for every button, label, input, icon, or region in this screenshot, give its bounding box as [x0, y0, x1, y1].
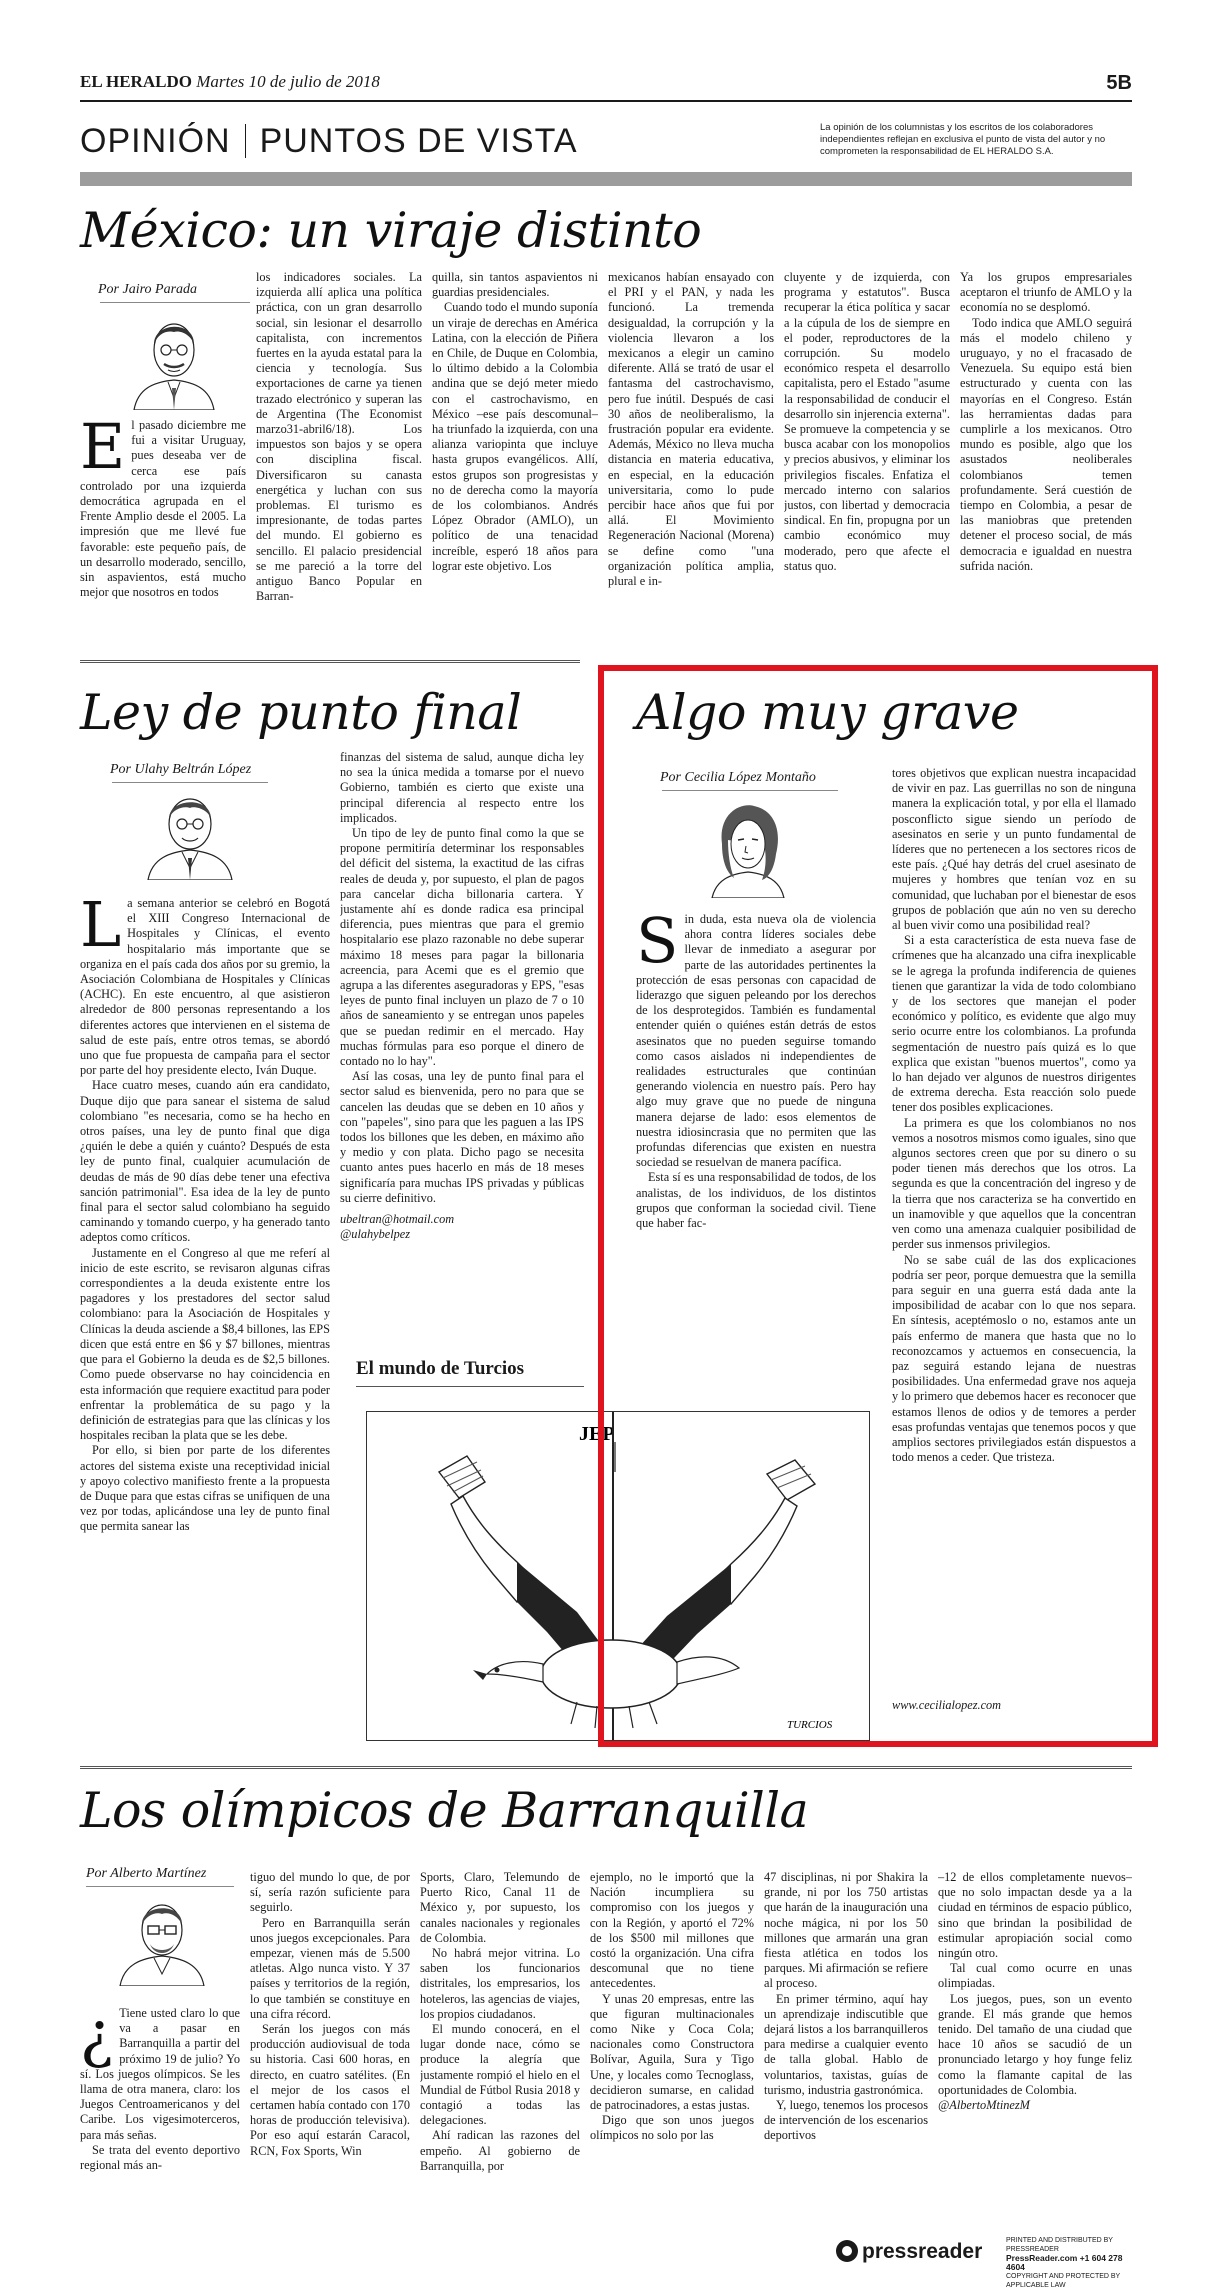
olimpicos-text-5b: En primer término, aquí hay un aprendizaje indiscutible que dejará listos a los barranquilleros para medirse a cualquier evento de talla global. Hablo de voluntarios, taxistas, guías de turismo, industria gastronómica. — [764, 1991, 928, 2097]
headline-algo-muy-grave: Algo muy grave — [636, 684, 1019, 741]
ley-column-2 — [340, 750, 584, 1338]
dropcap-mexico: E — [80, 418, 126, 483]
mexico-column-6 — [960, 270, 1132, 638]
olimpicos-text-5a: 47 disciplinas, ni por Shakira la grande, ni por los 750 artistas que harán de la inauguración una noche mágica, ni por los 50 millones que armarán una gran fiesta atlética en todos los parques. Mi afirmación se refiere al proceso. — [764, 1870, 928, 1991]
pressreader-footer[interactable] — [836, 2236, 1132, 2289]
olimpicos-text-1b: Se trata del evento deportivo regional más an- — [80, 2142, 240, 2173]
olimpicos-text-5c: Y, luego, tenemos los procesos de intervención de los escenarios deportivos — [764, 2098, 928, 2143]
header-rule — [80, 100, 1132, 102]
byline-rule — [112, 782, 268, 783]
headline-mexico: México: un viraje distinto — [80, 202, 702, 259]
author-portrait-alberto-martinez — [112, 1890, 212, 1986]
olimpicos-text-6a: –12 de ellos completamente nuevos– que no solo impactan desde ya a la ciudad en términos de espacio público, sino que brindan la posibilidad de estimular apropiación social como ningún otro. — [938, 1870, 1132, 1961]
pressreader-wordmark: pressreader — [862, 2240, 983, 2263]
byline-olimpicos: Por Alberto Martínez — [86, 1866, 207, 1881]
olimpicos-text-3b: No habrá mejor vitrina. Lo saben los funcionarios distritales, los empresarios, los hoteleros, las agencias de viajes, los propios ciudadanos. — [420, 1946, 580, 2021]
mexico-text-3b: Cuando todo el mundo suponía un viraje de derechas en América Latina, con la elección de Piñera en Chile, de Duque en Colombia, lo último debido a la Colombia andina que se dejó meter miedo con el castrochavismo, en México –ese país descomunal– ha triunfado la izquierda, con una alianza variopinta que incluye hasta grupos evangélicos. Allí, estos grupos son progresistas y no de derecha como la mayoría de los colombianos. Andrés López Obrador (AMLO), un político de una tenacidad increíble, esperó 18 años para lograr este objetivo. Los — [432, 300, 598, 573]
olimpicos-column-5 — [764, 1870, 928, 2246]
mexico-column-2 — [256, 270, 422, 638]
page-header — [80, 72, 1132, 94]
ley-text-2a: finanzas del sistema de salud, aunque dicha ley no sea la única medida a tomarse por el nuevo Gobierno, también es cierto que existe una principal diferencia al respecto entre los implicados. — [340, 750, 584, 825]
mexico-text-6a: Ya los grupos empresariales aceptaron el triunfo de AMLO y la economía no se desplomó. — [960, 270, 1132, 315]
section-band — [80, 172, 1132, 186]
section-divider-mexico-left — [80, 660, 580, 663]
author-portrait-ulahy-beltran — [140, 786, 240, 880]
mexico-text-4: mexicanos habían ensayado con el PRI y el PAN, y nada les funcionó. La tremenda desigualdad, la corrupción y la violencia llevaron a los mexicanos a elegir un camino diferente. Allá se trató de usar el fantasma del castrochavismo, pero fue inútil. Después de casi 30 años de neoliberalismo, la frustración popular era evidente. Además, México no lleva mucha distancia en materia educativa, en especial, en la educación universitaria, como lo pude percibir hace años que fui por allá. El Movimiento Regeneración Nacional (Morena) se define como "una organización política amplia, plural e in- — [608, 270, 774, 589]
section-divider — [245, 124, 246, 158]
mexico-column-3 — [432, 270, 598, 638]
grave-text-2b: Si a esta característica de esta nueva fase de crímenes que ha alcanzado una cifra inexplicable se le agrega la profunda indiferencia de quienes tienen que garantizar la vida de todo colombiano y de los sectores que manejan el poder económico y político, es evidente que algo muy serio ocurre entre los colombianos. La profunda segmentación de nuestro país quizá es lo que explica que existan "buenos muertos", como ya lo han dejado ver algunos de nuestros dirigentes de extrema derecha. Esta reacción solo puede tener dos posibles explicaciones. — [892, 933, 1136, 1115]
ley-text-1d: Por ello, si bien por parte de los diferentes actores del sistema existe una receptividad inicial y apoyo colectivo manifiesto frente a la propuesta de Duque para que estas cifras se unifiquen de una vez por todas, aplicándose una ley de punto final que permita sanear las — [80, 1443, 330, 1534]
page-number: 5B — [1106, 72, 1132, 94]
author-email-ley[interactable]: ubeltran@hotmail.com — [340, 1212, 455, 1227]
issue-date: Martes 10 de julio de 2018 — [196, 72, 380, 91]
cartoon-title: El mundo de Turcios — [356, 1358, 525, 1379]
olimpicos-text-4a: ejemplo, no le importó que la Nación incumpliera su compromiso con los juegos y con la Región, y aportó el 72% de los $500 mil millones que costó la organización. Una cifra descomunal que no tiene antecedentes. — [590, 1870, 754, 1991]
pressreader-line-2: PressReader.com +1 604 278 4604 — [1006, 2253, 1123, 2272]
olimpicos-text-6b: Tal cual como ocurre en unas olimpiadas. — [938, 1961, 1132, 1991]
mexico-text-2: los indicadores sociales. La izquierda allí aplica una política práctica, con un gran desarrollo social, sin lesionar el desarrollo capitalista, con incrementos fuertes en la ayuda estatal para la ciencia y tecnología. Sus exportaciones de carne ya tienen trazado electrónico y superan las de Argentina (The Economist marzo31-abril6/18). Los impuestos son bajos y se opera con disciplina fiscal. Diversificaron su canasta energética y luchan con sus problemas. El turismo es impresionante, de todas partes del mundo. El gobierno es sencillo. El palacio presidencial se me pareció a la torre del antiguo Banco Popular en Barran- — [256, 270, 422, 604]
byline-rule — [662, 790, 838, 791]
section-title — [80, 122, 578, 161]
grave-signature — [892, 1698, 1132, 1716]
olimpicos-column-1 — [80, 2006, 240, 2246]
olimpicos-text-4c: Digo que son unos juegos olímpicos no solo por las — [590, 2113, 754, 2143]
olimpicos-text-6c: Los juegos, pues, son un evento grande. El más grande que hemos tenido. Del tamaño de una ciudad que hace 10 años se sacudió de un pronunciado letargo y hoy funge feliz como la flamante capital de las oportunidades de Colombia. — [938, 1991, 1132, 2097]
dropcap-ley: L — [80, 896, 122, 961]
byline-rule — [100, 302, 250, 303]
ley-text-2c: Así las cosas, una ley de punto final para el sector salud es bienvenida, pero no para que se cancelen las deudas que se deben en 10 años y con "papeles", sino para que les paguen a las IPS todos los billones que les deben, en máximo año y medio y con plata. Dicho pago se necesita cuanto antes pues hacerlo en más de 18 meses significaría para muchas IPS privadas y públicas su cierre definitivo. — [340, 1069, 584, 1205]
ley-text-1b: Hace cuatro meses, cuando aún era candidato, Duque dijo que para sanear el sistema de salud colombiano "es necesaria, como se ha hecho en otros países, una ley de punto final que diga ¿quién le debe a quién y cuánto? Después de esta ley de punto final, cualquier acumulación de deudas de más de 90 días debe tener una efectiva sanción patrimonial". Esa idea de la ley de punto final para el sector salud colombiano ha seguido caminando y tomando cuerpo, y ha generado tanto adeptos como críticos. — [80, 1078, 330, 1245]
mexico-text-3a: quilla, sin tantos aspavientos ni guardias presidenciales. — [432, 270, 598, 300]
editorial-disclaimer: La opinión de los columnistas y los escritos de los colaboradores independientes reflejan en exclusiva el punto de vista del autor y no comprometen la responsabilidad de EL HERALDO S.A. — [820, 122, 1106, 157]
pressreader-line-3: COPYRIGHT AND PROTECTED BY APPLICABLE LAW — [1006, 2273, 1121, 2289]
olimpicos-text-1a: Tiene usted claro lo que va a pasar en Barranquilla a partir del próximo 19 de julio? Yo sí. Los juegos olímpicos. Se les llama de otra manera, claro: los Juegos Centroamericanos y del Caribe. Los vigesimoterceros, para más señas. — [80, 2006, 240, 2142]
olimpicos-column-6 — [938, 1870, 1132, 2230]
pressreader-logo-icon — [836, 2240, 858, 2262]
cartoon-signature: TURCIOS — [787, 1719, 833, 1731]
author-portrait-cecilia-lopez — [698, 794, 798, 898]
cartoon-jep-tag: JEP — [579, 1423, 615, 1445]
ley-text-1c: Justamente en el Congreso al que me referí al inicio de este escrito, se revisaron algunas cifras correspondientes a la deuda existente entre los pagadores y los prestadores del sector salud colombiano: para la Asociación de Hospitales y Clínicas la deuda asciende a $8,4 billones, las EPS dicen que está entre en $6 y $7 billones, mientras que para el Gobierno la deuda es de $2,5 billones. Como puede observarse no hay coincidencia en esta información que requiere exactitud para poder enfrentar la problemática de su pago y la definición de estrategias para que las clínicas y los hospitales reciban la plata que se les debe. — [80, 1245, 330, 1443]
author-website-grave[interactable]: www.cecilialopez.com — [892, 1698, 1002, 1712]
cartoon-rule — [356, 1386, 584, 1387]
olimpicos-text-2c: Serán los juegos con más producción audiovisual de toda su historia. Casi 600 horas, en directo, en cuatro satélites. (En el mejor de los casos el certamen había contado con 170 horas de producción televisiva). Por eso aquí estarán Caracol, RCN, Fox Sports, Win — [250, 2022, 410, 2158]
ley-column-1 — [80, 896, 330, 1746]
byline-mexico: Por Jairo Parada — [98, 282, 198, 297]
ley-text-2b: Un tipo de ley de punto final como la que se propone permitiría determinar los responsables del déficit del sistema, la exactitud de las cifras reales de deuda y, por supuesto, el plan de pagos para cancelar dicha billonaria cartera. Y justamente ahí es donde radica esa principal diferencia, pues mientras que para el gremio hospitalario ese plazo razonable no debe superar máximo 18 meses para pagar la billonaria acreencia, para Acemi que es el gremio que agrupa a las diferentes aseguradoras y EPS, "esas leyes de punto final incluyen un plazo de 7 o 10 años de saneamiento y se entregan unos papeles que se puedan redimir en el mercado. Hay muchas fórmulas para eso porque el dinero de contado no lo hay". — [340, 826, 584, 1069]
headline-ley-punto-final: Ley de punto final — [80, 684, 522, 741]
grave-text-2d: No se sabe cuál de las dos explicaciones podría ser peor, porque demuestra que la semilla para seguir en una guerra está dada ante la imposibilidad de acabar con lo que nos separa. En síntesis, aceptémoslo o no, estamos ante un país enfermo de manera que hasta que no lo reconozcamos y actuemos en consecuencia, la paz seguirá estando lejana de nuestras posibilidades. Una enfermedad grave nos aqueja y lo primero que debemos hacer es reconocer que estamos llenos de odios y de temores a perder esas profundas ventajas que tenemos pocos y que amplios sectores privilegiados están dispuestos a todo menos a ceder. Que tristeza. — [892, 1252, 1136, 1465]
mexico-column-5 — [784, 270, 950, 638]
grave-column-1 — [636, 912, 876, 1632]
pressreader-line-1: PRINTED AND DISTRIBUTED BY PRESSREADER — [1006, 2237, 1113, 2253]
grave-text-1b: Esta sí es una responsabilidad de todos, de los analistas, de los individuos, de los distintos grupos que conforman la sociedad civil. Tiene que haber fac- — [636, 1170, 876, 1231]
section-opinion: OPINIÓN — [80, 122, 231, 160]
mexico-text-1: l pasado diciembre me fui a visitar Uruguay, pues deseaba ver de cerca ese país controlado por una izquierda democrática agrupada en el Frente Amplio desde el 2005. La impresión que me llevé fue favorable: este pequeño país, de un desarrollo moderado, sencillo, sin aspavientos, está mucho mejor que nosotros en todos — [80, 418, 246, 600]
olimpicos-text-3c: El mundo conocerá, en el lugar donde nace, cómo se produce la alegría que justamente rompió el hielo en el Mundial de Fútbol Rusia 2018 y contagió a todas las delegaciones. — [420, 2022, 580, 2128]
section-divider-olimpicos — [80, 1766, 1132, 1769]
pressreader-logo[interactable] — [836, 2240, 982, 2264]
olimpicos-column-4 — [590, 1870, 754, 2246]
grave-text-2c: La primera es que los colombianos no nos vemos a nosotros mismos como iguales, sino que algunos sectores creen que por su dinero o su poder tienen más derechos que los otros. La segunda es que la concentración del ingreso y de la tierra que nos caracteriza se ha convertido en un inamovible y que aquellos que la concentran ven como una amenaza cualquier posibilidad de perder sus inmensos privilegios. — [892, 1115, 1136, 1252]
olimpicos-text-3d: Ahí radican las razones del empeño. Al gobierno de Barranquilla, por — [420, 2128, 580, 2173]
byline-grave: Por Cecilia López Montaño — [660, 770, 816, 785]
olimpicos-column-3 — [420, 1870, 580, 2246]
mexico-column-1 — [80, 418, 246, 638]
grave-column-2 — [892, 766, 1136, 1690]
headline-olimpicos: Los olímpicos de Barranquilla — [80, 1782, 809, 1839]
mexico-column-4 — [608, 270, 774, 638]
grave-text-2a: tores objetivos que explican nuestra incapacidad de vivir en paz. Las guerrillas no son de ninguna manera la explicación total, y por ella el llamado posconflicto sigue siendo un período de asesinatos en serie y un punto fundamental de líderes que no pertenecen a los sectores ricos de este país. ¿Qué hay detrás del cruel asesinato de mujeres y hombres que tenían voz en su comunidad, que luchaban por el bienestar de esos grupos de población que aún no ven su derecho al buen vivir como una posibilidad real? — [892, 766, 1136, 933]
olimpicos-column-2 — [250, 1870, 410, 2246]
author-handle-ley[interactable]: @ulahybelpez — [340, 1227, 411, 1242]
byline-rule — [86, 1886, 234, 1887]
mexico-text-5: cluyente y de izquierda, con programa y estatutos". Busca recuperar la ética política y sacar a la cúpula de los de siempre en el poder, reproductores de la corrupción. Su modelo económico respeta el desarrollo capitalista, pero el Estado "asume la responsabilidad de conducir el desarrollo sin injerencia externa". Se promueve la competencia y se busca acabar con los monopolios y precios abusivos, y eliminar los privilegios fiscales. Enfatiza el mercado interno con salarios justos, con libertad y democracia sindical. En fin, propugna por un cambio económico muy moderado, pero que afecte el status quo. — [784, 270, 950, 573]
dropcap-olimpicos: ¿ — [80, 2006, 114, 2071]
newspaper-name: EL HERALDO — [80, 72, 192, 91]
olimpicos-text-2a: tiguo del mundo lo que, de por sí, sería razón suficiente para seguirlo. — [250, 1870, 410, 1915]
olimpicos-text-3a: Sports, Claro, Telemundo de Puerto Rico, Canal 11 de México y, por supuesto, los canales nacionales y regionales de Colombia. — [420, 1870, 580, 1945]
dropcap-grave: S — [636, 912, 679, 977]
pressreader-fine-print — [1006, 2236, 1132, 2290]
author-handle-olimpicos[interactable]: @AlbertoMtinezM — [938, 2098, 1030, 2113]
olimpicos-text-4b: Y unas 20 empresas, entre las que figuran multinacionales como Nike y Coca Cola; nacionales como Constructora Bolívar, Aguila, Sura y Tigo Une, y locales como Tecnoglass, decidieron sumarse, en calidad de patrocinadores, a estas justas. — [590, 1991, 754, 2113]
section-puntos-de-vista: PUNTOS DE VISTA — [259, 122, 578, 160]
byline-ley: Por Ulahy Beltrán López — [110, 762, 252, 777]
mexico-text-6b: Todo indica que AMLO seguirá más el modelo chileno y uruguayo, y no el fracasado de Venezuela. Su equipo está bien estructurado y cuenta con las mayorías en el Congreso. Están las herramientas dadas para cumplirle a los mexicanos. Otro mundo es posible, algo que los asustados neoliberales colombianos temen profundamente. Será cuestión de tiempo en Colombia, a pesar de las maniobras que pretenden detener el proceso social, de más democracia e igualdad en nuestra sufrida nación. — [960, 315, 1132, 573]
author-portrait-jairo-parada — [124, 306, 224, 410]
ley-text-1a: a semana anterior se celebró en Bogotá el XIII Congreso Internacional de Hospitales y Clínicas, el evento hospitalario más importante que se organiza en el país cada dos años por su gremio, la Asociación Colombiana de Hospitales y Clínicas (ACHC). En este encuentro, al que asistieron alrededor de 800 personas representando a los diferentes actores que intervienen en el sistema de salud de este país, entre otros temas, se abordó uno que fue propuesta de campaña para el sector por parte del hoy presidente electo, Iván Duque. — [80, 896, 330, 1078]
grave-text-1a: in duda, esta nueva ola de violencia ahora contra líderes sociales debe llevar de inmediato a asegurar por parte de las autoridades pertinentes la protección de esas personas con capacidad de liderazgo que siguen peleando por los derechos de los desprotegidos. También es fundamental entender quién o quiénes están detrás de estos asesinatos que no pueden seguirse tomando como casos aislados ni independientes de realidades estructurales que continúan generando violencia en nuestro país. Pero hay algo muy grave que no puede de ninguna manera dejarse de lado: esos elementos de nuestra idiosincrasia que no permiten que las profundas diferencias que existen en nuestra sociedad se resuelvan de manera pacífica. — [636, 912, 876, 1170]
masthead — [80, 72, 380, 92]
olimpicos-text-2b: Pero en Barranquilla serán unos juegos excepcionales. Para empezar, vienen más de 5.500 atletas. Algo nunca visto. Y 37 países y territorios de la región, lo que también se constituye en una cifra récord. — [250, 1915, 410, 2021]
